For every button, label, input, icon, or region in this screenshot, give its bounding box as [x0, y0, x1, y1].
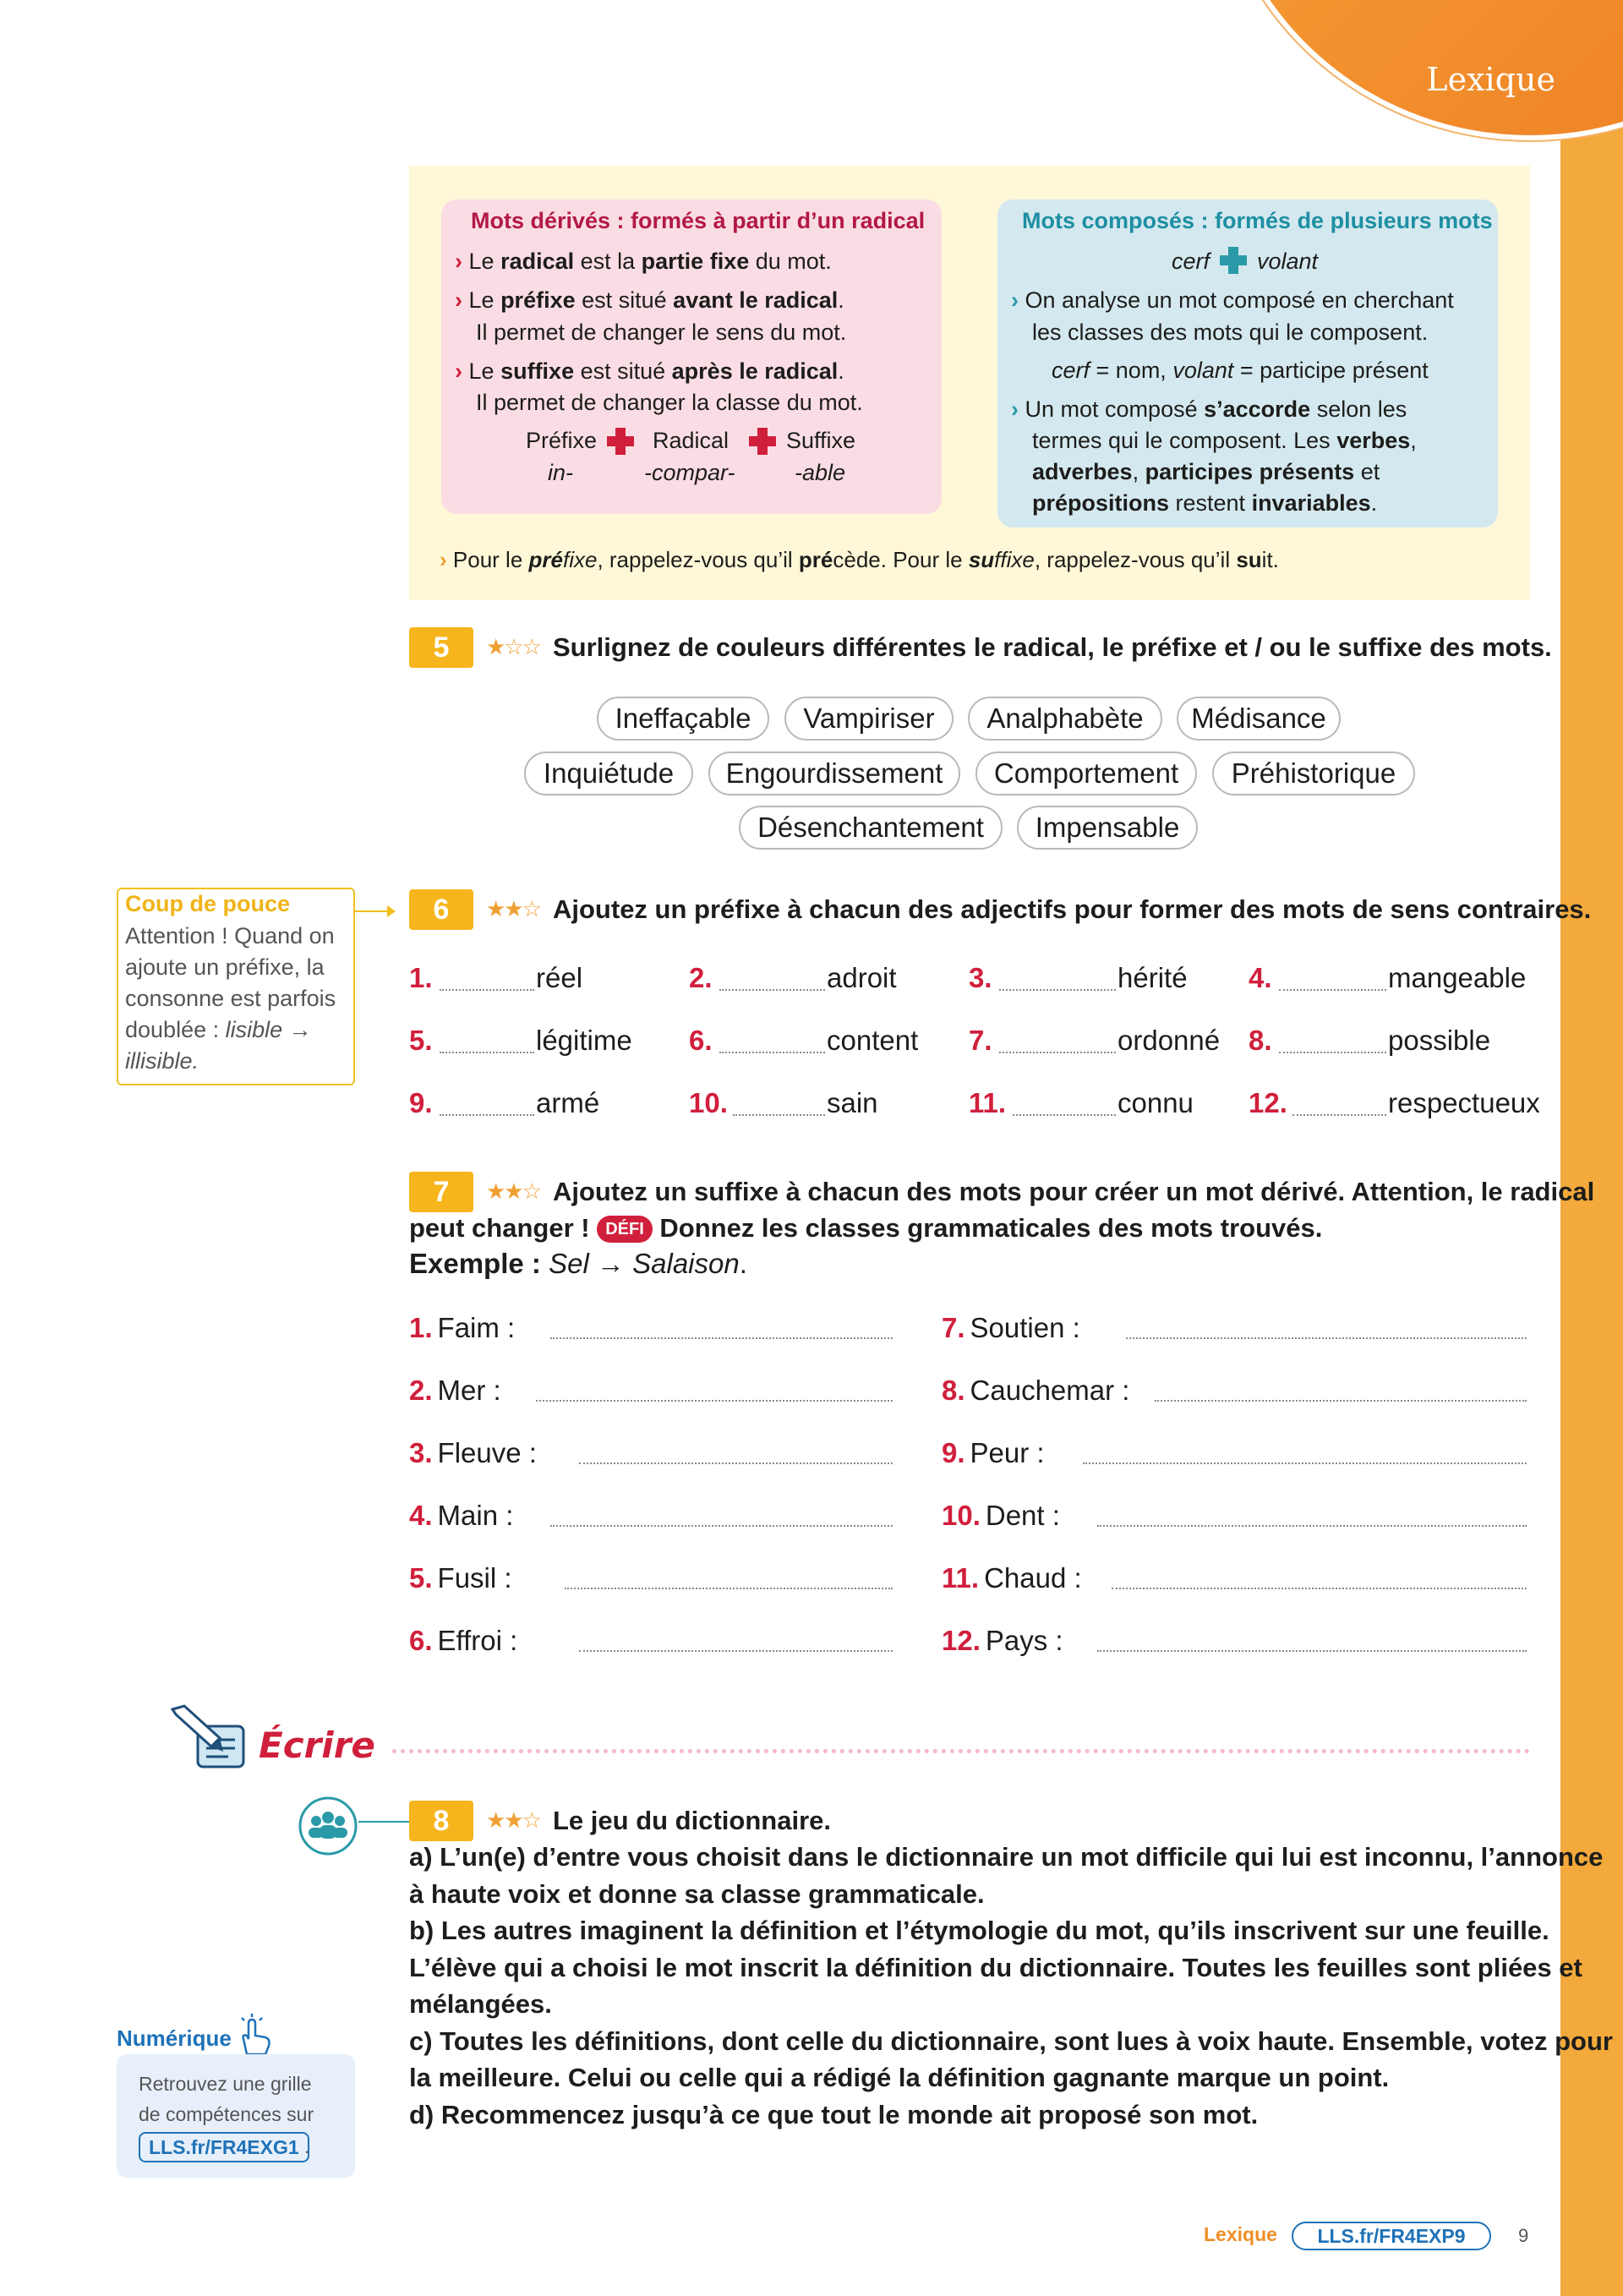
adjective: légitime: [536, 1025, 632, 1056]
adjective: connu: [1118, 1087, 1194, 1118]
page-number: 9: [1518, 2225, 1529, 2246]
instruction-line: c) Toutes les définitions, dont celle du dictionnaire, sont lues à voix haute. Ensemble, votez pour: [409, 2025, 1613, 2056]
item-number: 7.: [969, 1025, 992, 1056]
derived-line: Il permet de changer le sens du mot.: [476, 320, 847, 345]
scheme-label: Préfixe: [526, 428, 598, 453]
answer-blank[interactable]: [1126, 1337, 1527, 1339]
source-word: Soutien :: [970, 1312, 1080, 1343]
answer-blank[interactable]: [550, 1525, 893, 1527]
answer-blank[interactable]: [440, 1114, 534, 1116]
adjective: ordonné: [1118, 1025, 1221, 1056]
exercise-number: 7: [409, 1172, 473, 1212]
word-pill: Analphabète: [968, 697, 1162, 741]
source-word: Pays :: [985, 1625, 1063, 1656]
item-number: 11.: [942, 1562, 980, 1594]
item-number: 12.: [1249, 1087, 1287, 1118]
dotted-divider: [392, 1748, 1530, 1753]
instruction-line: d) Recommencez jusqu’à ce que tout le monde ait proposé son mot.: [409, 2099, 1259, 2129]
plus-icon: [1220, 247, 1247, 274]
compound-line: termes qui le composent. Les verbes,: [1032, 428, 1417, 453]
word-row: [942, 1625, 1063, 1657]
adjective: sain: [827, 1087, 878, 1118]
item-number: 1.: [409, 1312, 433, 1343]
item-number: 4.: [409, 1500, 433, 1531]
adjective: content: [827, 1025, 919, 1056]
source-word: Faim :: [437, 1312, 516, 1343]
exercise-instruction: Ajoutez un suffixe à chacun des mots pour créer un mot dérivé. Attention, le radical: [553, 1177, 1595, 1206]
item-number: 10.: [689, 1087, 728, 1118]
word-row: [942, 1312, 1080, 1344]
answer-blank[interactable]: [1279, 989, 1386, 991]
answer-blank[interactable]: [550, 1337, 893, 1339]
difficulty-stars: ★★☆: [486, 1807, 540, 1833]
answer-blank[interactable]: [1279, 1052, 1386, 1053]
difficulty-stars: ★☆☆: [486, 634, 540, 659]
item-number: 1.: [409, 962, 433, 993]
footer-link[interactable]: LLS.fr/FR4EXP9: [1292, 2222, 1491, 2250]
word-pill: Médisance: [1177, 697, 1341, 741]
answer-blank[interactable]: [1097, 1650, 1527, 1652]
answer-blank[interactable]: [733, 1114, 825, 1116]
compound-line: cerf = nom, volant = participe présent: [1052, 358, 1429, 383]
exercise-instruction: peut changer ! DÉFI Donnez les classes grammaticales des mots trouvés.: [409, 1213, 1323, 1243]
adjective: adroit: [827, 962, 897, 993]
derived-line: › Le suffixe est situé après le radical.: [455, 358, 844, 384]
exercise-title: Le jeu du dictionnaire.: [553, 1806, 831, 1835]
item-number: 9.: [942, 1437, 965, 1468]
scheme-example: -compar-: [644, 460, 735, 485]
adjective: armé: [536, 1087, 600, 1118]
answer-blank[interactable]: [1083, 1462, 1527, 1464]
item-number: 3.: [969, 962, 992, 993]
tip-line: doublée : lisible →: [125, 1017, 312, 1042]
word-row: [409, 1312, 515, 1344]
exercise-instruction: Surlignez de couleurs différentes le radical, le préfixe et / ou le suffixe des mots.: [553, 632, 1552, 662]
derived-title: Mots dérivés : formés à partir d’un radical: [471, 208, 926, 233]
lesson-tip: › Pour le préfixe, rappelez-vous qu’il précède. Pour le suffixe, rappelez-vous qu’il suit.: [440, 547, 1279, 572]
item-number: 3.: [409, 1437, 433, 1468]
compound-line: › Un mot composé s’accorde selon les: [1011, 396, 1407, 422]
tip-title: Coup de pouce: [125, 891, 290, 916]
source-word: Fusil :: [437, 1562, 512, 1594]
answer-blank[interactable]: [999, 1052, 1116, 1053]
word-pill: Désenchantement: [739, 806, 1003, 850]
answer-blank[interactable]: [719, 989, 825, 991]
item-number: 5.: [409, 1562, 433, 1594]
compound-line: › On analyse un mot composé en cherchant: [1011, 287, 1454, 313]
arrow-icon: [387, 905, 396, 917]
digital-text: de compétences sur: [139, 2103, 314, 2125]
answer-blank[interactable]: [579, 1650, 893, 1652]
tip-line: ajoute un préfixe, la: [125, 954, 325, 980]
word-pill: Impensable: [1017, 806, 1198, 850]
word-row: [409, 1562, 512, 1594]
answer-blank[interactable]: [999, 989, 1116, 991]
tip-line: consonne est parfois: [125, 986, 336, 1011]
word-row: [942, 1500, 1060, 1532]
instruction-line: L’élève qui a choisi le mot inscrit la définition du dictionnaire. Toutes les feuilles sont pliées et: [409, 1952, 1582, 1982]
answer-blank[interactable]: [536, 1400, 893, 1402]
exercise-number: 5: [409, 627, 473, 668]
source-word: Peur :: [970, 1437, 1045, 1468]
answer-blank[interactable]: [1155, 1400, 1527, 1402]
difficulty-stars: ★★☆: [486, 1178, 540, 1204]
compound-example-word: volant: [1257, 249, 1319, 274]
exercise-number: 8: [409, 1801, 473, 1841]
defi-badge: DÉFI: [597, 1216, 653, 1243]
compound-line: adverbes, participes présents et: [1032, 459, 1380, 484]
item-number: 12.: [942, 1625, 981, 1656]
word-pill: Ineffaçable: [597, 697, 769, 741]
difficulty-stars: ★★☆: [486, 896, 540, 921]
pointer-hand-icon: [232, 2014, 277, 2058]
adjective: mangeable: [1388, 962, 1527, 993]
tip-line: illisible.: [125, 1048, 199, 1074]
word-row: [409, 1375, 501, 1407]
word-row: [942, 1562, 1082, 1594]
item-number: 11.: [969, 1087, 1007, 1118]
scheme-example: -able: [795, 460, 846, 485]
exercise-example: Exemple : Sel → Salaison.: [409, 1248, 747, 1279]
item-number: 6.: [689, 1025, 713, 1056]
digital-text: .: [304, 2135, 310, 2157]
item-number: 5.: [409, 1025, 433, 1056]
item-number: 8.: [1249, 1025, 1272, 1056]
source-word: Fleuve :: [437, 1437, 537, 1468]
source-word: Effroi :: [437, 1625, 518, 1656]
scheme-label: Suffixe: [786, 428, 856, 453]
word-pill: Préhistorique: [1212, 752, 1415, 795]
derived-line: › Le préfixe est situé avant le radical.: [455, 287, 844, 313]
item-number: 9.: [409, 1087, 433, 1118]
word-row: [409, 1500, 513, 1532]
source-word: Dent :: [985, 1500, 1060, 1531]
word-row: [409, 1625, 517, 1657]
word-pill: Inquiétude: [524, 752, 693, 795]
source-word: Main :: [437, 1500, 514, 1531]
digital-title: Numérique: [117, 2025, 232, 2051]
instruction-line: la meilleure. Celui ou celle qui a rédigé la définition gagnante marque un point.: [409, 2063, 1390, 2092]
footer-section-label: Lexique: [1204, 2223, 1277, 2245]
adjective: respectueux: [1388, 1087, 1540, 1118]
word-row: [942, 1437, 1045, 1469]
exercise-number: 6: [409, 889, 473, 930]
item-number: 10.: [942, 1500, 981, 1531]
compound-line: les classes des mots qui le composent.: [1032, 320, 1429, 345]
answer-blank[interactable]: [440, 989, 534, 991]
adjective: hérité: [1118, 962, 1188, 993]
plus-icon: [607, 428, 634, 455]
derived-line: Il permet de changer la classe du mot.: [476, 390, 863, 415]
source-word: Cauchemar :: [970, 1375, 1130, 1406]
item-number: 7.: [942, 1312, 965, 1343]
adjective: possible: [1388, 1025, 1491, 1056]
compound-line: prépositions restent invariables.: [1032, 490, 1378, 516]
answer-blank[interactable]: [1013, 1114, 1116, 1116]
word-row: [409, 1437, 537, 1469]
answer-blank[interactable]: [579, 1462, 893, 1464]
source-word: Mer :: [437, 1375, 501, 1406]
adjective: réel: [536, 962, 583, 993]
tip-line: Attention ! Quand on: [125, 923, 335, 948]
answer-blank[interactable]: [440, 1052, 534, 1053]
instruction-line: a) L’un(e) d’entre vous choisit dans le dictionnaire un mot difficile qui lui est inconnu, l’annonce: [409, 1842, 1604, 1872]
answer-blank[interactable]: [719, 1052, 825, 1053]
source-word: Chaud :: [984, 1562, 1082, 1594]
answer-blank[interactable]: [1112, 1588, 1527, 1589]
item-number: 8.: [942, 1375, 965, 1406]
instruction-line: b) Les autres imaginent la définition et l’étymologie du mot, qu’ils inscrivent sur une feuille.: [409, 1916, 1549, 1945]
answer-blank[interactable]: [565, 1588, 893, 1589]
word-pill: Engourdissement: [708, 752, 960, 795]
connector-line: [358, 1821, 409, 1823]
exercise-instruction: Ajoutez un préfixe à chacun des adjectifs pour former des mots de sens contraires.: [553, 894, 1592, 924]
item-number: 4.: [1249, 962, 1272, 993]
digital-link[interactable]: LLS.fr/FR4EXG1: [139, 2132, 309, 2162]
derived-line: › Le radical est la partie fixe du mot.: [455, 249, 832, 274]
word-pill: Vampiriser: [784, 697, 954, 741]
instruction-line: mélangées.: [409, 1989, 552, 2019]
section-title: Lexique: [1426, 61, 1555, 98]
item-number: 2.: [689, 962, 713, 993]
group-work-icon: [298, 1796, 358, 1856]
compound-title: Mots composés : formés de plusieurs mots: [1022, 208, 1493, 233]
item-number: 6.: [409, 1625, 433, 1656]
writing-icon: [167, 1704, 257, 1777]
word-pill: Comportement: [975, 752, 1197, 795]
instruction-line: à haute voix et donne sa classe grammaticale.: [409, 1878, 985, 1909]
answer-blank[interactable]: [1097, 1525, 1527, 1527]
digital-text: Retrouvez une grille: [139, 2073, 312, 2095]
word-row: [942, 1375, 1129, 1407]
scheme-label: Radical: [653, 428, 730, 453]
section-heading-ecrire: Écrire: [259, 1725, 375, 1766]
plus-icon: [749, 428, 776, 455]
answer-blank[interactable]: [1292, 1114, 1386, 1116]
compound-example-word: cerf: [1172, 249, 1210, 274]
scheme-example: in-: [548, 460, 574, 485]
item-number: 2.: [409, 1375, 433, 1406]
